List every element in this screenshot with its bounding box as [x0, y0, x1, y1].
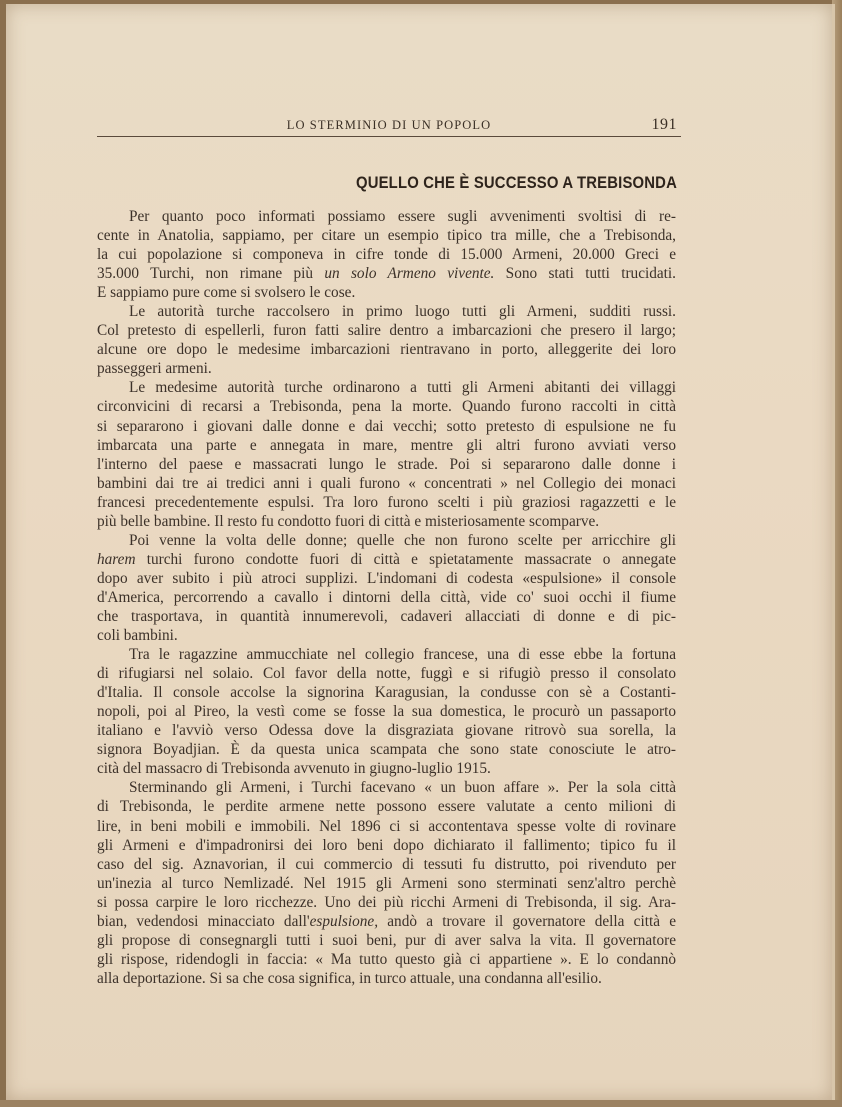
text-line: alcune ore dopo le medesime imbarcazioni rientravano in porto, alleggerite dei loro — [97, 341, 676, 359]
text-line: passeggeri armeni. — [97, 360, 212, 378]
page-header — [97, 116, 681, 138]
text-line: Poi venne la volta delle donne; quelle che non furono scelte per arricchire gli — [129, 531, 676, 549]
text-line: Col pretesto di espellerli, furon fatti salire dentro a imbarcazioni che presero il largo; — [97, 322, 676, 340]
page-bottom-edge — [0, 1100, 842, 1107]
article-body — [97, 207, 676, 988]
text-line: Le medesime autorità turche ordinarono a tutti gli Armeni abitanti dei villaggi — [129, 379, 676, 397]
running-head: LO STERMINIO DI UN POPOLO — [286, 118, 492, 132]
text-line: bian, vedendosi minacciato dall'espulsione, andò a trovare il governatore della città e — [97, 912, 676, 930]
text-line: 35.000 Turchi, non rimane più un solo Armeno vivente. Sono stati tutti trucidati. — [97, 265, 676, 283]
text-line: bambini dai tre ai tredici anni i quali furono « concentrati » nel Collegio dei monaci — [97, 474, 676, 492]
paragraph — [97, 207, 676, 302]
text-line: imbarcata una parte e annegata in mare, mentre gli altri furono avviati verso — [97, 436, 676, 454]
text-line: un'inezia al turco Nemlizadé. Nel 1915 gli Armeni sono sterminati senz'altro perchè — [97, 874, 676, 892]
emphasis: espulsione, — [309, 912, 379, 930]
text-line: gli propose di consegnargli tutti i suoi beni, pur di aver salva la vita. Il governatore — [97, 931, 676, 949]
text-line: gli Armeni e d'impadronirsi dei loro beni dopo dichiarato il fallimento; tipico fu il — [97, 836, 676, 854]
text-line: coli bambini. — [97, 627, 178, 645]
text-line: d'America, percorrendo a cavallo i dintorni della città, vide co' suoi occhi il fiume — [97, 588, 676, 606]
header-rule — [97, 136, 681, 137]
text-line: circonvicini di recarsi a Trebisonda, pena la morte. Quando furono raccolti in città — [97, 398, 676, 416]
article-title: QUELLO CHE È SUCCESSO A TREBISONDA — [355, 174, 677, 192]
text-line: Le autorità turche raccolsero in primo luogo tutti gli Armeni, sudditi russi. — [129, 303, 676, 321]
text-line: nopoli, poi al Pireo, la vestì come se fosse la sua domestica, le procurò un passaporto — [97, 703, 676, 721]
text-line: si possa carpire le loro ricchezze. Uno dei più ricchi Armeni di Trebisonda, il sig. Ara- — [97, 893, 676, 911]
text-line: harem turchi furono condotte fuori di città e spietatamente massacrate o annegate — [97, 550, 676, 568]
text-line: Tra le ragazzine ammucchiate nel collegio francese, una di esse ebbe la fortuna — [129, 646, 676, 664]
paragraph — [97, 531, 676, 645]
text-line: italiano e l'avviò verso Odessa dove la disgraziata giovane ritrovò sua sorella, la — [97, 722, 676, 740]
text-line: che trasportava, in quantità innumerevoli, cadaveri allacciati di donne e di pic- — [97, 607, 676, 625]
emphasis: harem — [97, 550, 136, 568]
text-line: Per quanto poco informati possiamo essere sugli avvenimenti svoltisi di re- — [129, 208, 676, 225]
text-line: di Trebisonda, le perdite armene nette possono essere valutate a cento milioni di — [97, 798, 676, 816]
paragraph — [97, 302, 676, 378]
paragraph — [97, 778, 676, 988]
text-line: l'interno del paese e massacrati lungo le strade. Poi si separarono dalle donne i — [97, 455, 676, 473]
text-line: signora Boyadjian. È da questa unica scampata che sono state conosciute le atro- — [97, 741, 676, 759]
paragraph — [97, 645, 676, 778]
text-line: cente in Anatolia, sappiamo, per citare un esempio tipico tra mille, che a Trebisonda, — [97, 227, 676, 245]
text-line: alla deportazione. Si sa che cosa significa, in turco attuale, una condanna all'esilio. — [97, 969, 602, 987]
text-line: gli rispose, ridendogli in faccia: « Ma tutto questo già ci appartiene ». E lo condannò — [97, 950, 676, 968]
text-line: Sterminando gli Armeni, i Turchi facevano « un buon affare ». Per la sola città — [129, 779, 676, 797]
text-line: d'Italia. Il console accolse la signorina Karagusian, la condusse con sè a Costanti- — [97, 684, 676, 702]
page-number: 191 — [651, 116, 677, 133]
text-line: di rifugiarsi nel solaio. Col favor della notte, fuggì e si rifugiò presso il consolato — [97, 665, 676, 683]
text-line: caso del sig. Aznavorian, il cui commercio di tessuti fu distrutto, poi rivenduto per — [97, 855, 676, 873]
paragraph — [97, 378, 676, 530]
text-line: E sappiamo pure come si svolsero le cose. — [97, 284, 356, 302]
text-line: si separarono i giovani dalle donne e dai vecchi; sotto pretesto di espulsione ne fu — [97, 417, 676, 435]
text-line: lire, in beni mobili e immobili. Nel 1896 ci si accontentava spesse volte di rovinare — [97, 817, 676, 835]
text-line: la cui popolazione si componeva in cifre tonde di 15.000 Armeni, 20.000 Greci e — [97, 246, 676, 264]
emphasis: un solo Armeno vivente. — [324, 265, 495, 283]
text-line: cità del massacro di Trebisonda avvenuto in giugno-luglio 1915. — [97, 760, 491, 778]
text-line: dopo aver subito i più atroci supplizi. L'indomani di codesta «espulsione» il console — [97, 569, 676, 587]
text-line: più belle bambine. Il resto fu condotto fuori di città e misteriosamente scomparve. — [97, 512, 600, 530]
text-line: francesi precedentemente espulsi. Tra loro furono scelti i più graziosi ragazzetti e le — [97, 493, 676, 511]
